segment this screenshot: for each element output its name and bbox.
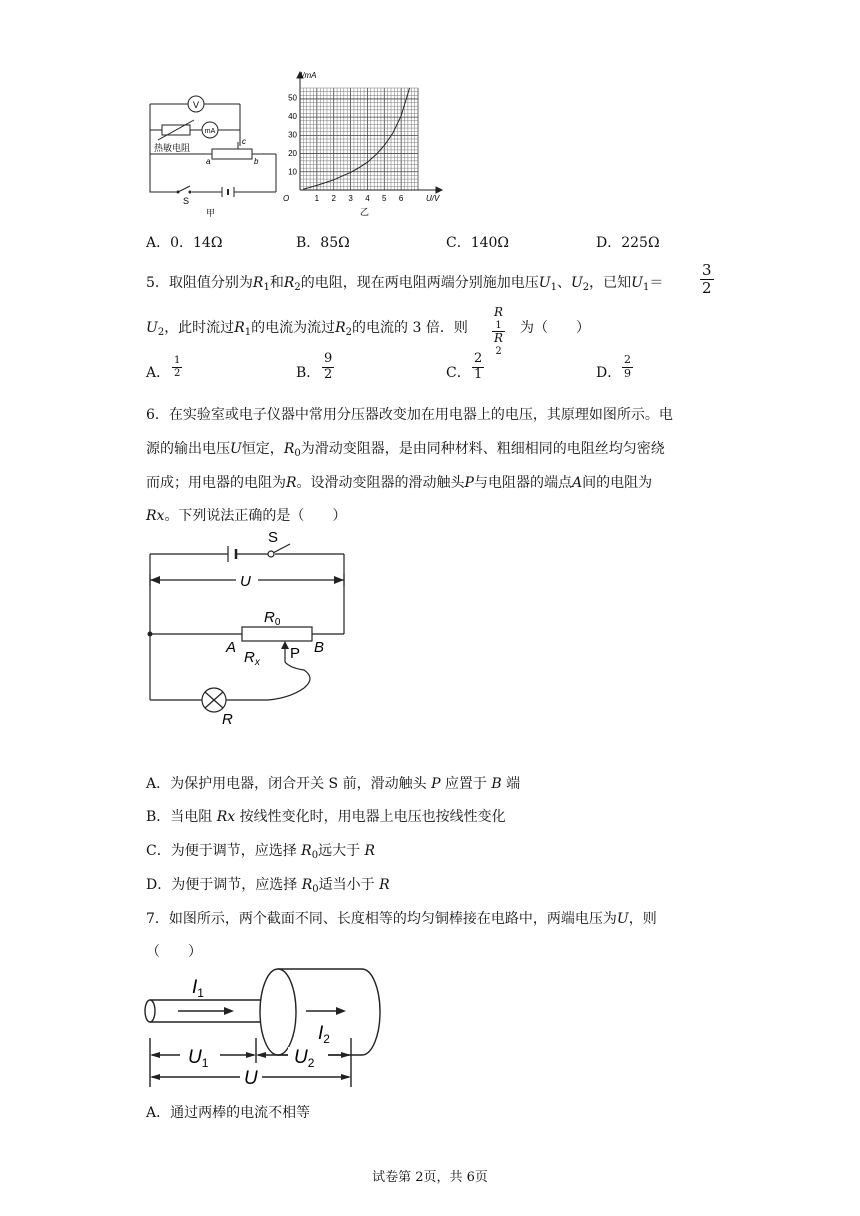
x-tick-label: 6 (398, 194, 404, 203)
label-i2: $I_2$ (318, 1023, 330, 1046)
q5-option-c-label[interactable]: C． (446, 365, 471, 381)
fig-u-label: U (240, 573, 251, 590)
fig-switch-label: S (268, 529, 279, 546)
page-footer: 试卷第 2页，共 6页 (372, 1170, 488, 1185)
q6-option-b[interactable]: B．当电阻 Rx 按线性变化时，用电器上电压也按线性变化 (146, 809, 506, 825)
q5-r1-over-r2: R 1 R 2 (494, 305, 504, 358)
fig-r-label: R (222, 711, 233, 728)
figure-yi-chart (278, 70, 450, 222)
fig-rx-label: $R_x$ (244, 649, 260, 668)
x-tick-label: 5 (382, 194, 387, 203)
x-tick-label: 2 (331, 194, 336, 203)
y-tick-label: 10 (288, 167, 297, 177)
x-tick-label: 3 (348, 194, 353, 203)
fig-r0-label: $R_0$ (264, 609, 281, 628)
q7-line1: 7．如图所示，两个截面不同、长度相等的均匀铜棒接在电路中，两端电压为U，则 (146, 911, 657, 927)
q4-option-b[interactable]: B．85Ω (296, 235, 350, 251)
q7-line2: （ ） (146, 944, 202, 960)
x-axis-arrow (436, 187, 442, 193)
q5-option-d-label[interactable]: D． (596, 365, 622, 381)
terminal-b-label: b (254, 157, 259, 166)
switch-label: S (183, 196, 190, 206)
q6-option-c[interactable]: C．为便于调节，应选择 $R_0$远大于 R (146, 843, 376, 861)
q6-line3: 而成；用电器的电阻为R。设滑动变阻器的滑动触头P与电阻器的端点A间的电阻为 (146, 475, 653, 491)
q5-option-c-fraction[interactable]: $\frac{2}{1}$ (474, 351, 483, 382)
q5-line2-end: 为（ ） (520, 320, 590, 336)
y-axis-label: I/mA (300, 71, 317, 80)
label-u2: $U_2$ (294, 1047, 315, 1070)
x-tick-label: 4 (365, 194, 370, 203)
y-tick-label: 30 (288, 130, 297, 140)
q6-divider-circuit (140, 528, 350, 728)
x-tick-label: 1 (314, 194, 320, 203)
y-tick-label: 40 (288, 111, 297, 121)
q6-line1: 6．在实验室或电子仪器中常用分压器改变加在用电器上的电压，其原理如图所示。电 (146, 407, 673, 423)
label-u1: $U_1$ (188, 1047, 209, 1070)
q6-line2: 源的输出电压U恒定，$R_0$为滑动变阻器，是由同种材料、粗细相同的电阻丝均匀密绕 (146, 441, 665, 459)
q5-line1: 5．取阻值分别为$R_1$和$R_2$的电阻，现在两电阻两端分别施加电压$U_1$、$U_2$，已知$U_1=$ (146, 275, 664, 293)
q5-line2: $U_2$，此时流过$R_1$的电流为流过$R_2$的电流的 3 倍．则 (146, 320, 468, 338)
figure-yi-caption: 乙 (360, 207, 370, 217)
series-curve (303, 88, 409, 189)
q5-ratio-fraction: $\frac{3}{2}$ (702, 261, 712, 298)
q5-option-b-label[interactable]: B． (296, 365, 321, 381)
ammeter-label: mA (204, 128, 216, 135)
label-i1: $I_1$ (192, 977, 204, 1000)
q5-option-d-fraction[interactable]: $\frac{2}{9}$ (624, 353, 631, 380)
origin-label: O (283, 194, 290, 203)
voltmeter-label: V (192, 100, 200, 110)
fig-p-label: P (290, 645, 301, 662)
figure-jia-circuit (140, 92, 285, 222)
q5-option-b-fraction[interactable]: $\frac{9}{2}$ (324, 351, 333, 382)
terminal-c-label: c (242, 137, 246, 146)
q5-option-a-fraction[interactable]: $\frac{1}{2}$ (174, 355, 181, 379)
y-tick-label: 20 (288, 148, 297, 158)
y-tick-label: 50 (288, 93, 297, 103)
q4-option-d[interactable]: D．225Ω (596, 235, 660, 251)
fig-b-label: B (314, 639, 325, 656)
q7-option-a[interactable]: A．通过两棒的电流不相等 (146, 1105, 311, 1121)
q5-option-a-label[interactable]: A． (146, 365, 171, 381)
q6-option-a[interactable]: A．为保护用电器，闭合开关 S 前，滑动触头 P 应置于 B 端 (146, 776, 521, 792)
q6-line4: Rx。下列说法正确的是（ ） (146, 508, 347, 524)
q7-copper-rods (140, 963, 390, 1095)
fig-a-label: A (226, 639, 237, 656)
x-axis-label: U/V (426, 194, 440, 203)
terminal-a-label: a (206, 157, 211, 166)
q4-option-c[interactable]: C．140Ω (446, 235, 510, 251)
label-u: U (244, 1068, 258, 1089)
thermistor-label: 热敏电阻 (154, 143, 191, 153)
figure-jia-caption: 甲 (206, 208, 216, 218)
q4-option-a[interactable]: A．0．14Ω (146, 235, 223, 251)
q6-option-d[interactable]: D．为便于调节，应选择 $R_0$适当小于 R (146, 877, 390, 895)
